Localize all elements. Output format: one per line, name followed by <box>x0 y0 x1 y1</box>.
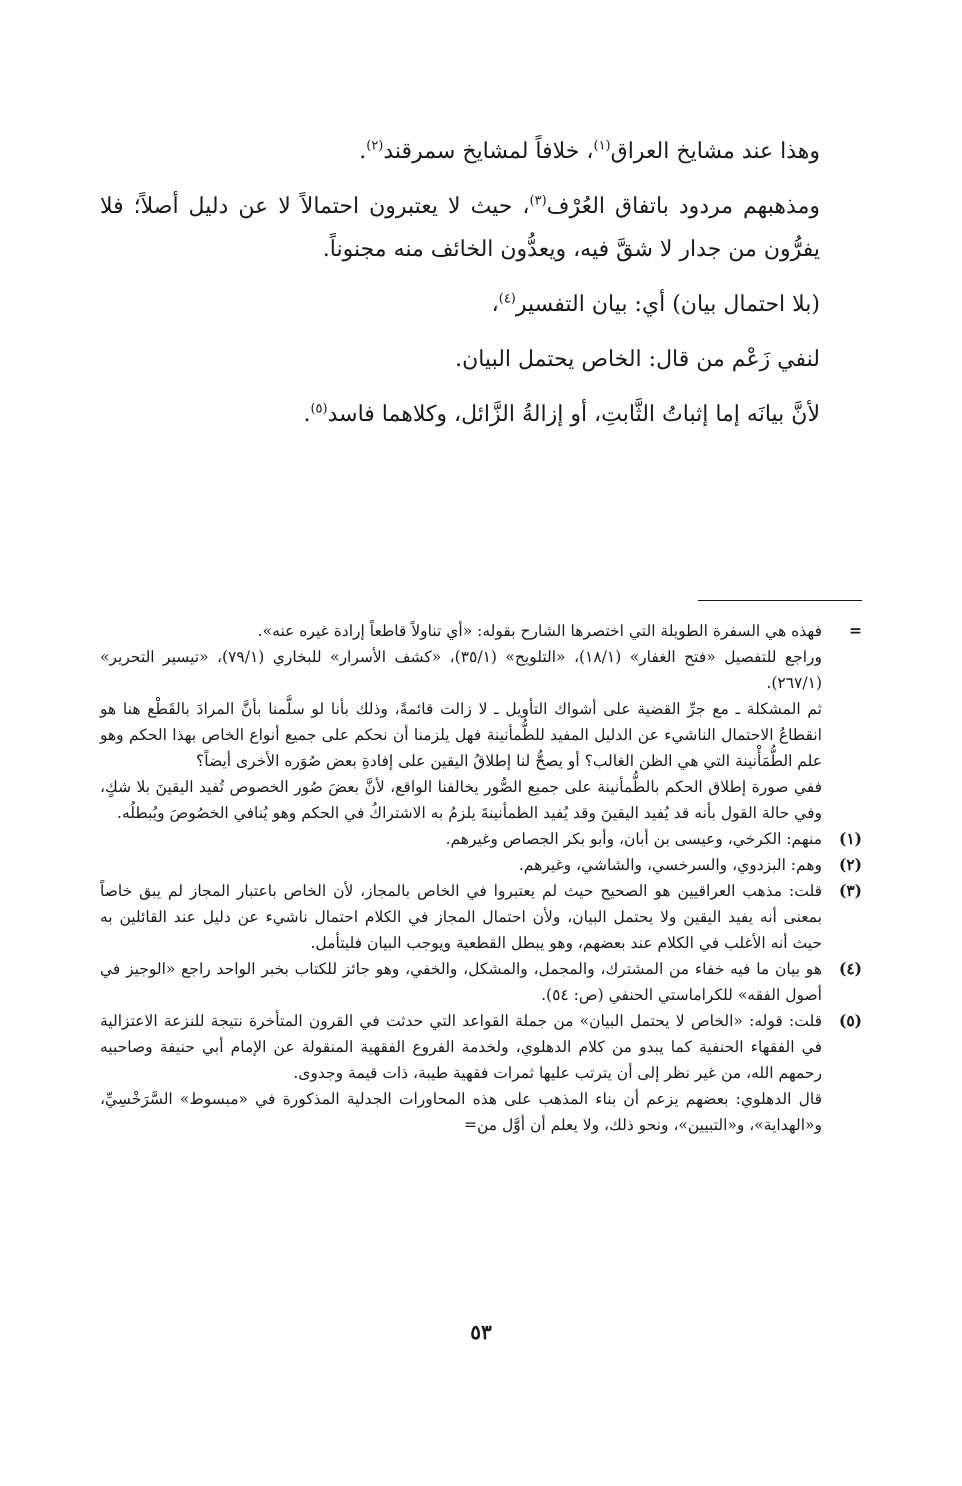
footnote-text: فهذه هي السفرة الطويلة التي اختصرها الشارح بقوله: «أي تناولاً قاطعاً إرادة غيره عنه». <box>257 622 822 640</box>
text-run: ، خلافاً لمشايخ سمرقند <box>383 139 594 164</box>
footnote-number: (٤) <box>838 959 862 978</box>
footnote-number: (٣) <box>838 881 862 900</box>
text-run: لأنَّ بيانَه إما إثباتُ الثَّابتِ، أو إزالةُ الزَّائل، وكلاهما فاسد <box>327 402 820 427</box>
text-run: . <box>359 139 367 164</box>
text-run: (بلا احتمال بيان) أي: بيان التفسير <box>515 292 820 317</box>
footnote-continuation <box>100 618 862 826</box>
footnote-text: هو بيان ما فيه خفاء من المشترك، والمجمل، والمشكل، والخفي، وهو جائز للكتاب بخبر الواحد راجع «الوجيز في أصول الفقه» للكراماستي الحنفي (ص: ٥٤). <box>100 960 822 1004</box>
footnote-ref[interactable]: (٢) <box>366 138 384 154</box>
footnote-number: (٥) <box>838 1011 862 1030</box>
footnote-text: قلت: قوله: «الخاص لا يحتمل البيان» من جملة القواعد التي حدثت في القرون المتأخرة نتيجة للنزعة الاعتزالية في الفقهاء الحنفية كما يبدو من كلام الدهلوي، ولخدمة الفروع الفقهية المنقولة عن الإمام أبي حنيفة وصاحبيه رحمهم الله، من غير نظر إلى أن يترتب عليها ثمرات فقهية طيبة، ذات قيمة وجدوى. <box>100 1012 822 1082</box>
text-run: ، <box>491 292 499 317</box>
main-paragraph-5 <box>100 393 862 436</box>
footnote-number: (٢) <box>838 855 862 874</box>
footnote-text: وراجع للتفصيل «فتح الغفار» (١٨/١)، «التلويح» (٣٥/١)، «كشف الأسرار» للبخاري (٧٩/١)، «تيسير التحرير» (٢٦٧/١). <box>100 648 822 692</box>
footnote-number: (١) <box>838 829 862 848</box>
footnote-text: ففي صورة إطلاق الحكم بالطُّمأنينة على جميع الصُّور يخالفنا الواقع، لأنَّ بعضَ صُور الخصوص تُفيد اليقينَ بلا شكٍ، وفي حالة القول بأنه قد يُفيد اليقينَ وقد يُفيد الطمأنينةَ يلزمُ به الاشتراكُ في الحكم وهو يُنافي الخصُوصَ ويُبطلُه. <box>100 778 822 822</box>
page-body <box>100 130 862 1134</box>
footnote-4 <box>100 956 862 1008</box>
footnote-text: وهم: البزدوي، والسرخسي، والشاشي، وغيرهم. <box>518 856 822 874</box>
text-run: وهذا عند مشايخ العراق <box>610 139 820 164</box>
text-run: . <box>303 402 311 427</box>
footnote-1 <box>100 826 862 852</box>
footnote-ref[interactable]: (١) <box>593 138 611 154</box>
main-paragraph-4: لنفي زَعْم من قال: الخاص يحتمل البيان. <box>455 347 820 372</box>
main-text <box>100 130 862 436</box>
footnote-ref[interactable]: (٣) <box>529 193 547 209</box>
footnote-5 <box>100 1008 862 1138</box>
continuation-marker: = <box>849 621 862 640</box>
footnote-ref[interactable]: (٤) <box>498 291 516 307</box>
footnote-text: قال الدهلوي: بعضهم يزعم أن بناء المذهب على هذه المحاورات الجدلية المذكورة في «مبسوط» السَّرَخْسِيِّ، و«الهداية»، و«التبيين»، ونحو ذلك، ولا يعلم أن أوَّل من= <box>100 1090 822 1134</box>
main-paragraph-3 <box>100 283 862 326</box>
text-run: ومذهبهم مردود باتفاق العُرْف <box>546 194 820 219</box>
footnote-text: منهم: الكرخي، وعيسى بن أبان، وأبو بكر الجصاص وغيرهم. <box>445 830 822 848</box>
main-paragraph-1 <box>100 130 862 173</box>
footnote-separator <box>698 600 862 601</box>
footnotes <box>100 618 862 1138</box>
footnote-3 <box>100 878 862 956</box>
footnote-text: ثم المشكلة ـ مع جرِّ القضية على أشواك التأويل ـ لا زالت قائمةً، وذلك بأنا لو سلَّمنا بأنَّ المرادَ بالقَطْع هنا هو انقطاعُ الاحتمال الناشيء عن الدليل المفيد للطُّمأنينة فهل يلزمنا أن نحكم على جميع أنواع الخاص بهذا الحكم وهو علم الطُّمَأْنينة التي هي الظن الغالب؟ أو يصحُّ لنا إطلاقُ اليقين على إفادةِ بعض صُوَره الأخرى أيضاً؟ <box>100 700 822 770</box>
text-run: ، حيث لا يعتبرون احتمالاً لا عن دليل أصلاً؛ فلا يفرُّون من جدار لا شقَّ فيه، ويعدُّون الخائف منه مجنوناً. <box>100 194 820 262</box>
footnote-2 <box>100 852 862 878</box>
main-paragraph-2 <box>100 185 862 271</box>
page-number: ٥٣ <box>470 1320 492 1344</box>
footnote-text: قلت: مذهب العراقيين هو الصحيح حيث لم يعتبروا في الخاص بالمجاز، لأن الخاص باعتبار المجاز لم يبق خاصاً بمعنى أنه يفيد اليقين ولا يحتمل البيان، ولأن احتمال المجاز في الكلام احتمال ناشيء عن دليل عند القائلين به حيث أنه الأغلب في الكلام عند بعضهم، وهو يبطل القطعية ويوجب البيان فليتأمل. <box>100 882 822 952</box>
footnote-ref[interactable]: (٥) <box>310 401 328 417</box>
